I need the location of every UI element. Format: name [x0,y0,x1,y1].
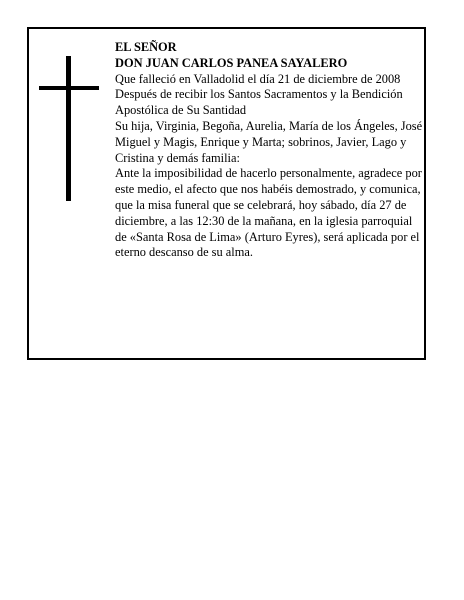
notice-title: EL SEÑOR [115,40,177,54]
funeral-message: Ante la imposibilidad de hacerlo personalmente, agradece por este medio, el afecto que nos habéis demostrado, y comunica, que la misa funeral que se celebrará, hoy sábado, día 27 de diciembre, a las 12:30 de la mañana, en la iglesia parroquial de «Santa Rosa de Lima» (Arturo Eyres), será aplicada por el eterno descanso de su alma. [115,166,422,260]
cross-icon [39,56,99,201]
death-info: Que falleció en Valladolid el día 21 de diciembre de 2008 [115,71,401,86]
sacraments-text: Después de recibir los Santos Sacramentos y la Bendición Apostólica de Su Santidad [115,87,403,118]
notice-text [115,40,423,261]
obituary-notice [27,27,426,360]
cross-vertical-bar [66,56,71,201]
cross-horizontal-bar [39,86,99,90]
family-list: Su hija, Virginia, Begoña, Aurelia, María de los Ángeles, José Miguel y Magis, Enrique y Marta; sobrinos, Javier, Lago y Cristina y demás familia: [115,118,423,165]
deceased-name: DON JUAN CARLOS PANEA SAYALERO [115,55,348,70]
